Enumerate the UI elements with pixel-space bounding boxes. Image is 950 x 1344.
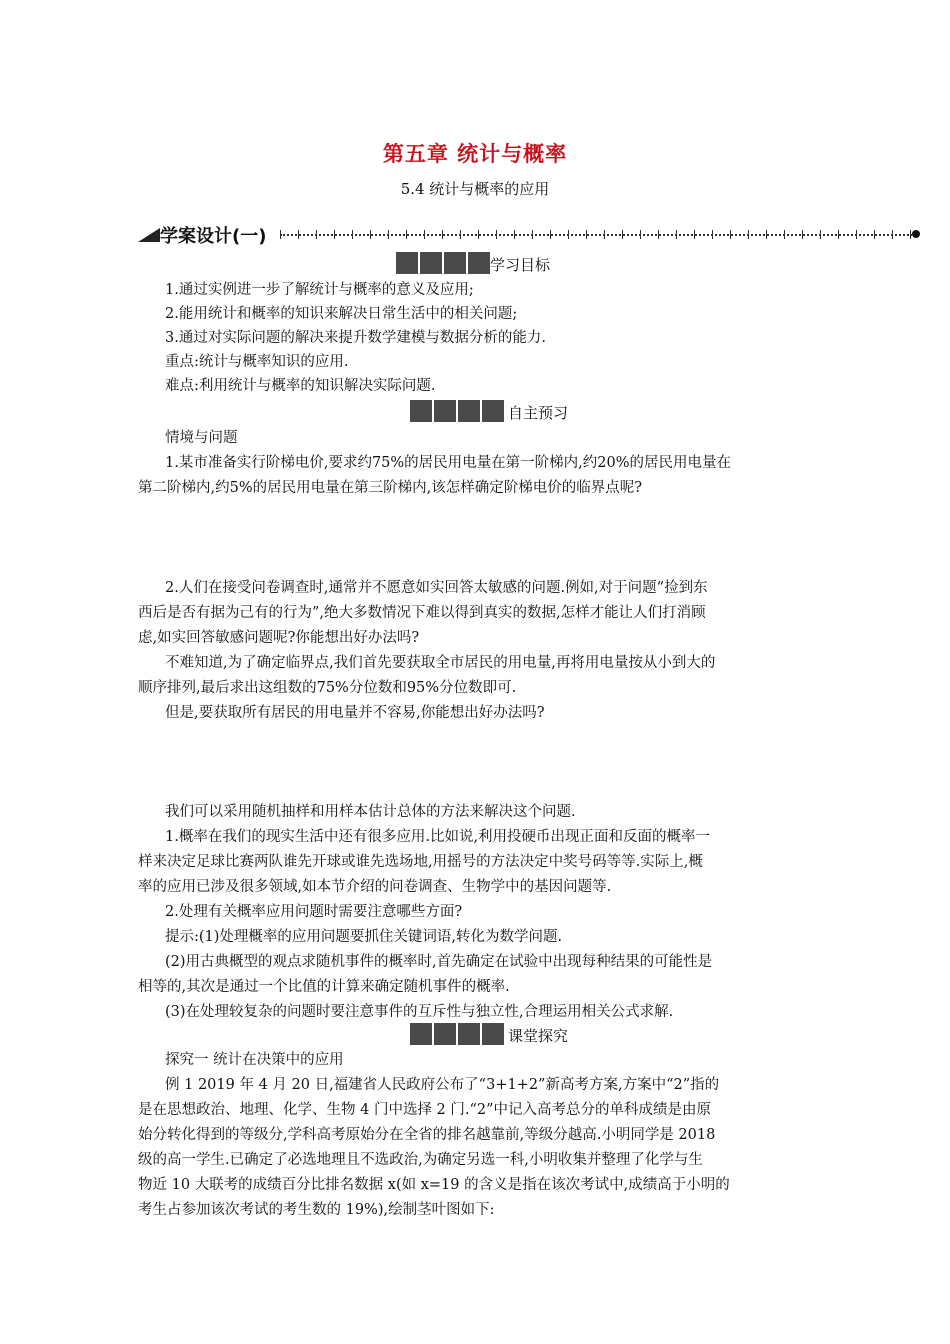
paragraph-line: 1.概率在我们的现实生活中还有很多应用.比如说,利用投硬币出现正面和反面的概率一	[165, 829, 711, 845]
paragraph-line: 2.处理有关概率应用问题时需要注意哪些方面?	[165, 904, 463, 920]
triangle-icon	[138, 228, 160, 242]
chapter-title: 第五章 统计与概率	[382, 142, 568, 166]
heading-goals-text: 学习目标	[490, 256, 551, 274]
dot-icon	[912, 230, 920, 238]
question-1-line: 1.某市准备实行阶梯电价,要求约75%的居民用电量在第一阶梯内,约20%的居民用电量在	[165, 455, 732, 471]
question-2-line: 2.人们在接受问卷调查时,通常并不愿意如实回答太敏感的问题.例如,对于问题“捡到东	[165, 580, 708, 596]
example-line: 考生占参加该次考试的考生数的 19%),绘制茎叶图如下:	[138, 1202, 495, 1218]
example-line: 始分转化得到的等级分,学科高考原始分在全省的排名越靠前,等级分越高.小明同学是 2018	[138, 1127, 716, 1143]
goal-item: 3.通过对实际问题的解决来提升数学建模与数据分析的能力.	[165, 330, 546, 346]
heading-preview-text: 自主预习	[508, 404, 569, 422]
heading-blocks	[410, 1023, 504, 1045]
paragraph-line: 我们可以采用随机抽样和用样本估计总体的方法来解决这个问题.	[165, 804, 576, 820]
heading-blocks	[410, 400, 504, 422]
heading-explore	[0, 1023, 950, 1047]
question-2-line: 西后是否有据为己有的行为”,绝大多数情况下难以得到真实的数据,怎样才能让人们打消顾	[138, 605, 706, 621]
heading-goals	[0, 252, 950, 276]
question-1-line: 第二阶梯内,约5%的居民用电量在第三阶梯内,该怎样确定阶梯电价的临界点呢?	[138, 480, 642, 496]
example-line: 物近 10 大联考的成绩百分比排名数据 x(如 x=19 的含义是指在该次考试中,成绩高于小明的	[138, 1177, 730, 1193]
paragraph-line: 顺序排列,最后求出这组数的75%分位数和95%分位数即可.	[138, 680, 517, 696]
heading-blocks	[396, 252, 490, 274]
hint-line: 相等的,其次是通过一个比值的计算来确定随机事件的概率.	[138, 979, 510, 995]
example-line: 是在思想政治、地理、化学、生物 4 门中选择 2 门.“2”中记入高考总分的单科成绩是由原	[138, 1102, 712, 1118]
section-title: 5.4 统计与概率的应用	[400, 180, 550, 198]
explore-1-title: 探究一 统计在决策中的应用	[165, 1052, 344, 1068]
paragraph-line: 样来决定足球比赛两队谁先开球或谁先选场地,用摇号的方法决定中奖号码等等.实际上,概	[138, 854, 703, 870]
question-2-line: 虑,如实回答敏感问题呢?你能想出好办法吗?	[138, 630, 420, 646]
paragraph-line: 但是,要获取所有居民的用电量并不容易,你能想出好办法吗?	[165, 705, 545, 721]
section-bar	[138, 222, 920, 248]
hint-line: 提示:(1)处理概率的应用问题要抓住关键词语,转化为数学问题.	[165, 929, 563, 945]
situation-label: 情境与问题	[165, 430, 238, 446]
paragraph-line: 不难知道,为了确定临界点,我们首先要获取全市居民的用电量,再将用电量按从小到大的	[165, 655, 716, 671]
hint-line: (3)在处理较复杂的问题时要注意事件的互斥性与独立性,合理运用相关公式求解.	[165, 1004, 674, 1020]
key-point: 重点:统计与概率知识的应用.	[165, 354, 349, 370]
example-line: 例 1 2019 年 4 月 20 日,福建省人民政府公布了“3+1+2”新高考方案,方案中“2”指的	[165, 1077, 720, 1093]
heading-preview	[0, 400, 950, 424]
paragraph-line: 率的应用已涉及很多领域,如本节介绍的问卷调查、生物学中的基因问题等.	[138, 879, 612, 895]
heading-explore-text: 课堂探究	[508, 1027, 569, 1045]
difficult-point: 难点:利用统计与概率的知识解决实际问题.	[165, 378, 436, 394]
example-line: 级的高一学生.已确定了必选地理且不选政治,为确定另选一科,小明收集并整理了化学与生	[138, 1152, 703, 1168]
goal-item: 1.通过实例进一步了解统计与概率的意义及应用;	[165, 282, 474, 298]
goal-item: 2.能用统计和概率的知识来解决日常生活中的相关问题;	[165, 306, 518, 322]
section-bar-label: 学案设计(一)	[160, 226, 267, 247]
hint-line: (2)用古典概型的观点求随机事件的概率时,首先确定在试验中出现每种结果的可能性是	[165, 954, 713, 970]
tick-rule	[280, 230, 912, 239]
